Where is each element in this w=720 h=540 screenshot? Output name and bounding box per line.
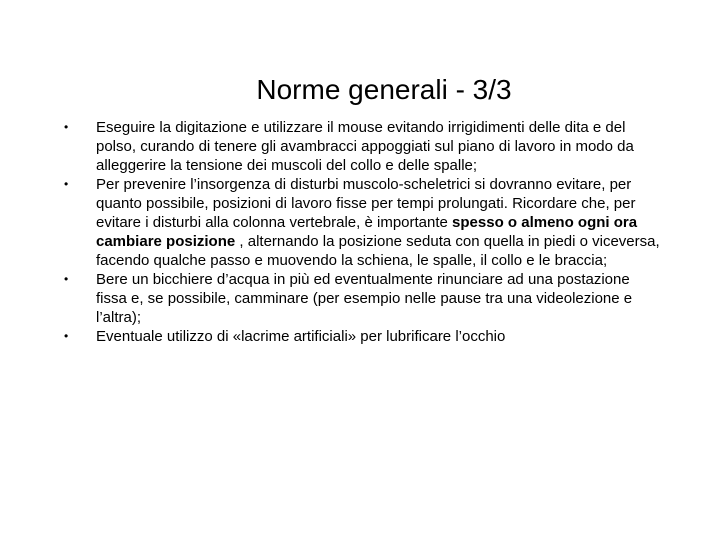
bullet-text bbox=[96, 176, 660, 269]
bullet-text-bold: spesso o almeno ogni ora cambiare posizione bbox=[96, 214, 638, 250]
bullet-icon: • bbox=[64, 177, 69, 191]
bullet-icon: • bbox=[64, 120, 69, 134]
bullet-item bbox=[60, 270, 660, 327]
bullet-text: Eseguire la digitazione e utilizzare il mouse evitando irrigidimenti delle dita e del polso, curando di tenere gli avambracci appoggiati sul piano di lavoro in modo da alleggerire la tensione dei muscoli del collo e delle spalle; bbox=[96, 119, 634, 174]
bullet-text-after: , alternando la posizione seduta con quella in piedi o viceversa, facendo qualche passo e muovendo la schiena, le spalle, il collo e le braccia; bbox=[96, 233, 660, 269]
bullet-text-before: Per prevenire l’insorgenza di disturbi muscolo-scheletrici si dovranno evitare, per quanto possibile, posizioni di lavoro fisse per tempi prolungati. Ricordare che, per evitare i disturbi alla colonna vertebrale, è importante bbox=[96, 176, 636, 231]
bullet-item bbox=[60, 327, 660, 346]
bullet-text: Eventuale utilizzo di «lacrime artificiali» per lubrificare l’occhio bbox=[96, 328, 506, 345]
bullet-icon: • bbox=[64, 329, 69, 343]
bullet-text: Bere un bicchiere d’acqua in più ed eventualmente rinunciare ad una postazione fissa e, se possibile, camminare (per esempio nelle pause tra una videolezione e l’altra); bbox=[96, 271, 633, 326]
slide-title: Norme generali - 3/3 bbox=[256, 74, 512, 105]
bullet-item bbox=[60, 118, 660, 175]
bullet-list bbox=[60, 118, 660, 346]
bullet-icon: • bbox=[64, 272, 69, 286]
bullet-item bbox=[60, 175, 660, 270]
